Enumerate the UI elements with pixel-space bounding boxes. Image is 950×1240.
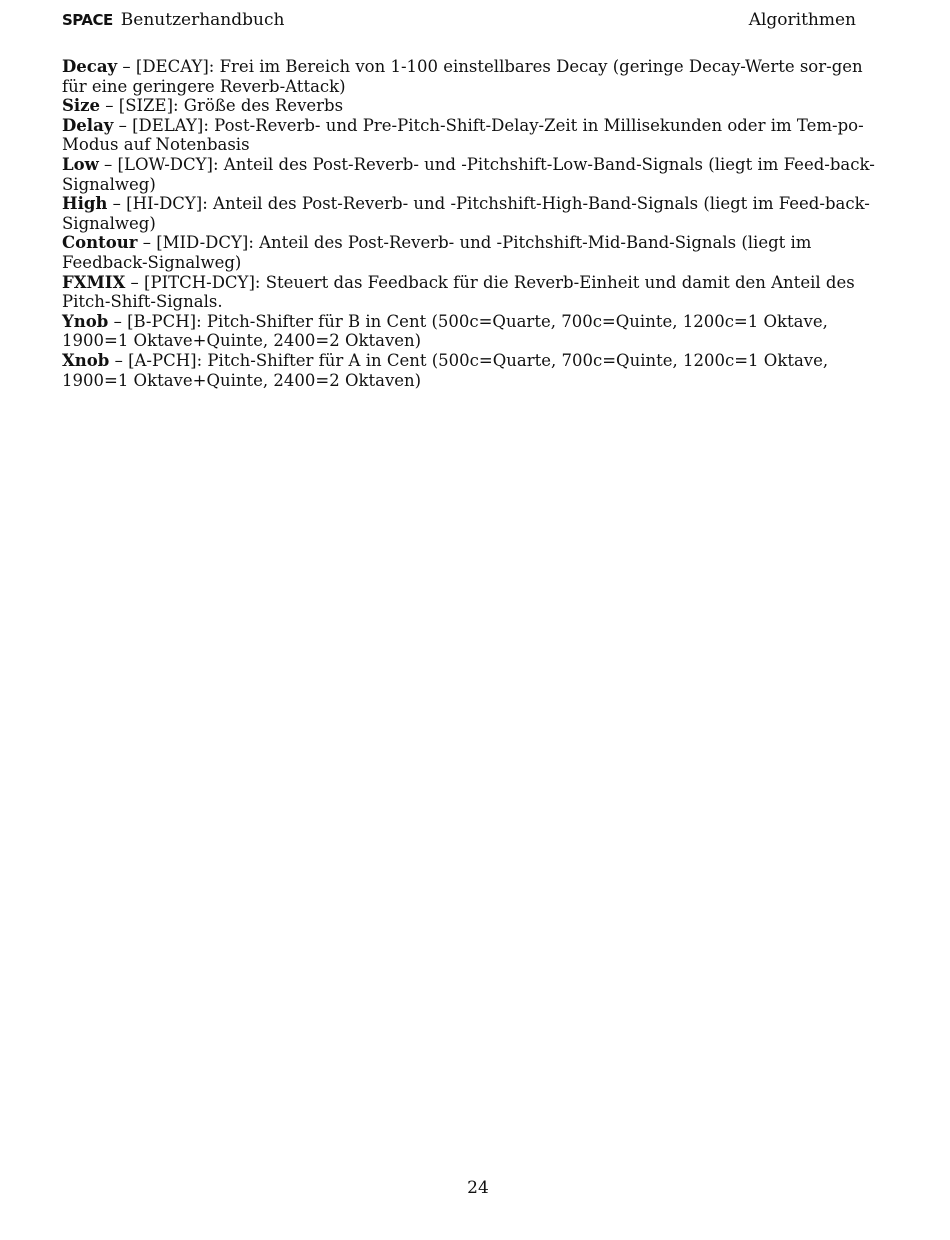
entry-description: – [PITCH-DCY]: Steuert das Feedback für die Reverb-Einheit und damit den Anteil des Pitch-Shift-Signals. xyxy=(62,272,855,312)
entry-term: Contour xyxy=(62,233,138,253)
entry-description: – [DECAY]: Frei im Bereich von 1-100 einstellbares Decay (geringe Decay-Werte sor-gen für eine geringere Reverb-Attack) xyxy=(62,57,863,96)
entry-fxmix xyxy=(62,273,892,312)
entry-ynob xyxy=(62,312,892,351)
entry-term: Xnob xyxy=(62,350,110,370)
entry-term: Low xyxy=(62,154,99,174)
entry-high xyxy=(62,194,892,233)
entry-low xyxy=(62,155,892,194)
page-number: 24 xyxy=(467,1178,489,1198)
entry-description: – [MID-DCY]: Anteil des Post-Reverb- und -Pitchshift-Mid-Band-Signals (liegt im Feedback-Signalweg) xyxy=(62,233,812,272)
entry-description: – [LOW-DCY]: Anteil des Post-Reverb- und -Pitchshift-Low-Band-Signals (liegt im Feed-back-Signalweg) xyxy=(62,154,875,194)
entry-description: – [SIZE]: Größe des Reverbs xyxy=(100,96,344,116)
entry-description: – [B-PCH]: Pitch-Shifter für B in Cent (500c=Quarte, 700c=Quinte, 1200c=1 Oktave, 1900=1 Oktave+Quinte, 2400=2 Oktaven) xyxy=(62,311,828,351)
entry-term: Delay xyxy=(62,115,114,135)
entry-description: – [DELAY]: Post-Reverb- und Pre-Pitch-Shift-Delay-Zeit in Millisekunden oder im Tem-po-Modus auf Notenbasis xyxy=(62,115,864,155)
entry-delay xyxy=(62,116,892,155)
header-left xyxy=(62,10,284,30)
entry-term: Size xyxy=(62,96,101,116)
space-logo: SPACE xyxy=(62,11,113,29)
parameter-list xyxy=(62,57,892,390)
document-title: Benutzerhandbuch xyxy=(120,10,285,30)
entry-contour xyxy=(62,233,892,272)
entry-term: FXMIX xyxy=(62,272,126,292)
section-title: Algorithmen xyxy=(748,10,856,30)
entry-decay xyxy=(62,57,892,96)
entry-description: – [HI-DCY]: Anteil des Post-Reverb- und -Pitchshift-High-Band-Signals (liegt im Feed-back-Signalweg) xyxy=(62,194,870,233)
entry-term: Ynob xyxy=(62,311,109,331)
entry-description: – [A-PCH]: Pitch-Shifter für A in Cent (500c=Quarte, 700c=Quinte, 1200c=1 Oktave, 1900=1 Oktave+Quinte, 2400=2 Oktaven) xyxy=(62,350,829,390)
entry-term: High xyxy=(62,194,108,214)
entry-term: Decay xyxy=(62,57,118,76)
entry-size xyxy=(62,96,892,116)
page-header xyxy=(62,10,856,34)
entry-xnob xyxy=(62,351,892,390)
